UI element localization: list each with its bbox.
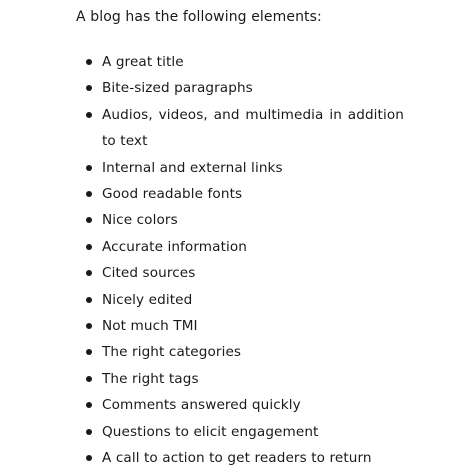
- list-item: [0, 234, 474, 260]
- bullet-icon: [86, 429, 92, 435]
- list-item-text: Nice colors: [102, 212, 178, 229]
- bullet-icon: [86, 112, 92, 118]
- bullet-icon: [86, 349, 92, 355]
- bullet-icon: [86, 297, 92, 303]
- list-item: [0, 49, 474, 75]
- list-item: [0, 207, 474, 233]
- bullet-icon: [86, 217, 92, 223]
- list-item: [0, 260, 474, 286]
- bullet-icon: [86, 455, 92, 461]
- list-item-text: A call to action to get readers to return: [102, 450, 372, 467]
- list-item: [0, 366, 474, 392]
- list-item: [0, 419, 474, 445]
- list-item-text: The right tags: [102, 370, 199, 387]
- list-item: [0, 155, 474, 181]
- list-item: [0, 102, 474, 155]
- list-item: [0, 392, 474, 418]
- list-item-text: Questions to elicit engagement: [102, 423, 319, 440]
- bullet-icon: [86, 59, 92, 65]
- bullet-icon: [86, 402, 92, 408]
- list-item-text: Accurate information: [102, 238, 248, 255]
- list-item-text: Bite-sized paragraphs: [102, 80, 253, 97]
- list-item: [0, 75, 474, 101]
- bullet-icon: [86, 244, 92, 250]
- bullet-icon: [86, 165, 92, 171]
- bullet-icon: [86, 85, 92, 91]
- list-item: [0, 339, 474, 365]
- bullet-icon: [86, 323, 92, 329]
- list-item: [0, 313, 474, 339]
- list-item: [0, 181, 474, 207]
- blog-elements-list: [0, 49, 474, 472]
- list-item-text: Comments answered quickly: [102, 397, 301, 414]
- list-item-text: A great title: [102, 54, 184, 70]
- list-item-text: Internal and external links: [102, 159, 283, 176]
- bullet-icon: [86, 191, 92, 197]
- list-item-text: Good readable fonts: [102, 186, 243, 203]
- list-item-text: Nicely edited: [102, 291, 193, 308]
- list-item-text: Not much TMI: [102, 318, 198, 335]
- bullet-icon: [86, 376, 92, 382]
- list-item: [0, 445, 474, 471]
- list-item-text: Audios, videos, and multimedia in addition to text: [102, 106, 404, 150]
- intro-text: A blog has the following elements:: [76, 9, 322, 25]
- list-item-text: The right categories: [102, 344, 242, 361]
- bullet-icon: [86, 270, 92, 276]
- list-item: [0, 287, 474, 313]
- list-item-text: Cited sources: [102, 265, 196, 282]
